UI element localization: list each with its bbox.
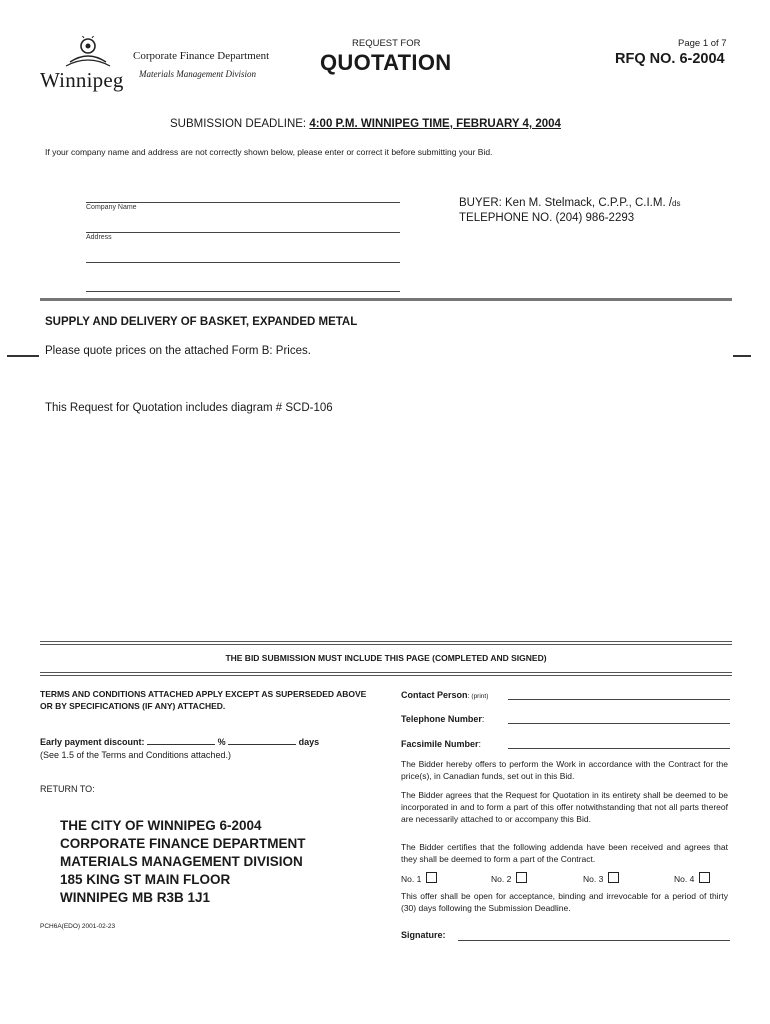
rfq-number: RFQ NO. 6-2004	[615, 51, 725, 67]
banner-rule-top-2	[40, 644, 732, 645]
validity-statement: This offer shall be open for acceptance, binding and irrevocable for a period of thirty (30) days following the Submission Deadline.	[401, 891, 728, 913]
submission-banner: THE BID SUBMISSION MUST INCLUDE THIS PAGE (COMPLETED AND SIGNED)	[225, 653, 547, 663]
offer-statement: The Bidder hereby offers to perform the Work in accordance with the Contract for the price(s), in Canadian funds, set out in this Bid.	[401, 759, 728, 781]
deadline-label: SUBMISSION DEADLINE:	[170, 118, 307, 130]
checkbox-icon[interactable]	[608, 872, 619, 883]
addenda-checkbox-1[interactable]	[401, 872, 437, 884]
addendum-label: No. 4	[674, 874, 695, 884]
checkbox-icon[interactable]	[516, 872, 527, 883]
checkbox-icon[interactable]	[426, 872, 437, 883]
division-name: Materials Management Division	[139, 69, 256, 79]
section-divider	[40, 298, 732, 301]
return-address-line: 185 KING ST MAIN FLOOR	[60, 872, 231, 887]
early-payment	[40, 737, 319, 747]
return-to-label: RETURN TO:	[40, 784, 95, 794]
right-margin-mark	[733, 355, 751, 357]
checkbox-icon[interactable]	[699, 872, 710, 883]
return-address-line: MATERIALS MANAGEMENT DIVISION	[60, 854, 303, 869]
banner-rule-top-1	[40, 641, 732, 642]
department-name: Corporate Finance Department	[133, 50, 270, 62]
addendum-label: No. 1	[401, 874, 422, 884]
telephone-label: Telephone Number	[401, 714, 482, 724]
discount-days-field[interactable]	[228, 744, 296, 745]
buyer-initials: ds	[672, 199, 681, 208]
correction-instruction: If your company name and address are not correctly shown below, please enter or correct it before submitting your Bid.	[45, 147, 493, 157]
facsimile-field[interactable]	[508, 748, 730, 749]
addendum-label: No. 2	[491, 874, 512, 884]
days-label: days	[298, 737, 320, 747]
banner-rule-bottom-2	[40, 675, 732, 676]
addenda-checkbox-3[interactable]	[583, 872, 619, 884]
page-number: Page 1 of 7	[678, 38, 727, 49]
return-address	[60, 817, 306, 907]
addenda-checkbox-4[interactable]	[674, 872, 710, 884]
early-payment-label: Early payment discount:	[40, 737, 145, 747]
submission-deadline	[170, 118, 561, 130]
diagram-note: This Request for Quotation includes diagram # SCD-106	[45, 402, 333, 414]
addenda-statement: The Bidder certifies that the following addenda have been received and agrees that they shall be deemed to form a part of the Contract.	[401, 842, 728, 864]
city-logo	[40, 36, 126, 94]
buyer-line	[459, 196, 680, 211]
logo-wordmark: Winnipeg	[40, 68, 124, 92]
request-for-label: REQUEST FOR	[352, 38, 421, 49]
company-name-field[interactable]	[86, 202, 400, 203]
telephone-field[interactable]	[508, 723, 730, 724]
print-hint: (print)	[471, 693, 489, 700]
form-code: PCH6A(EDO) 2001-02-23	[40, 923, 116, 930]
signature-label: Signature:	[401, 930, 446, 940]
address-field-1[interactable]	[86, 232, 400, 233]
discount-percent-field[interactable]	[147, 744, 215, 745]
contact-person-label: Contact Person	[401, 690, 468, 700]
percent-sign: %	[217, 737, 226, 747]
address-label: Address	[86, 234, 112, 241]
buyer-name: BUYER: Ken M. Stelmack, C.P.P., C.I.M. /	[459, 197, 673, 209]
deadline-value: 4:00 P.M. WINNIPEG TIME, FEBRUARY 4, 2004	[309, 118, 561, 130]
facsimile-row: Facsimile Number:	[401, 739, 482, 749]
signature-field[interactable]	[458, 940, 730, 941]
banner-rule-bottom-1	[40, 672, 732, 673]
telephone-row: Telephone Number:	[401, 714, 485, 724]
company-name-label: Company Name	[86, 204, 137, 211]
terms-statement: TERMS AND CONDITIONS ATTACHED APPLY EXCEPT AS SUPERSEDED ABOVE OR BY SPECIFICATIONS (IF ANY) ATTACHED.	[40, 689, 367, 711]
contact-person-field[interactable]	[508, 699, 730, 700]
return-address-line: CORPORATE FINANCE DEPARTMENT	[60, 836, 306, 851]
buyer-telephone: TELEPHONE NO. (204) 986-2293	[459, 212, 635, 224]
rfq-title: SUPPLY AND DELIVERY OF BASKET, EXPANDED METAL	[45, 316, 358, 328]
agreement-statement: The Bidder agrees that the Request for Quotation in its entirety shall be deemed to be incorporated in and to form a part of this offer notwithstanding that not all parts thereof are necessarily attached to or accompany this Bid.	[401, 790, 728, 824]
addenda-checkbox-2[interactable]	[491, 872, 527, 884]
address-field-2[interactable]	[86, 262, 400, 263]
return-address-line: THE CITY OF WINNIPEG 6-2004	[60, 818, 262, 833]
early-payment-note: (See 1.5 of the Terms and Conditions attached.)	[40, 750, 231, 760]
contact-person-row: Contact Person: (print)	[401, 690, 489, 700]
addendum-label: No. 3	[583, 874, 604, 884]
address-field-3[interactable]	[86, 291, 400, 292]
return-address-line: WINNIPEG MB R3B 1J1	[60, 890, 211, 905]
winnipeg-crest-icon	[40, 36, 126, 72]
quotation-title: QUOTATION	[320, 50, 452, 75]
left-margin-mark	[7, 355, 39, 357]
buyer-info	[459, 196, 680, 226]
facsimile-label: Facsimile Number	[401, 739, 479, 749]
quote-instruction: Please quote prices on the attached Form B: Prices.	[45, 345, 311, 357]
